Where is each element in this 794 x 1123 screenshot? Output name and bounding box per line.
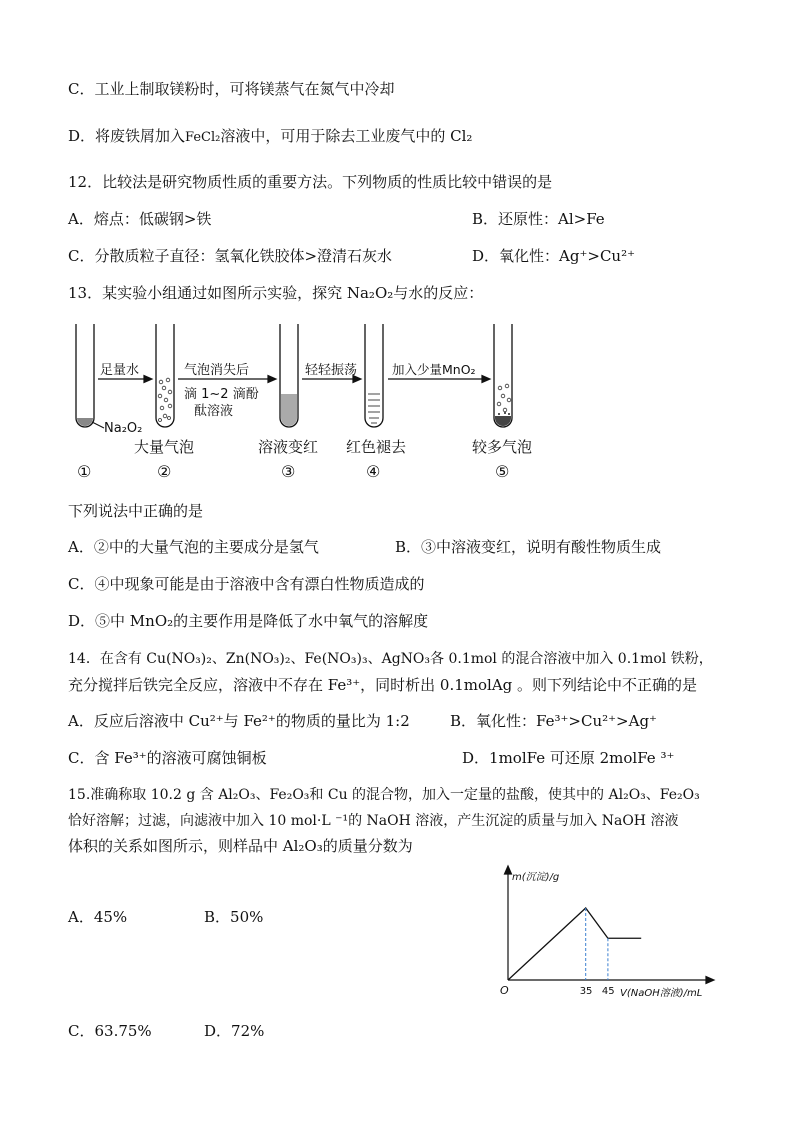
tube-number-4: ④ bbox=[366, 462, 381, 481]
q13-option-d: D．⑤中 MnO₂的主要作用是降低了水中氧气的溶解度 bbox=[68, 612, 429, 630]
q15-option-c: C．63.75% bbox=[68, 1022, 152, 1040]
q13-option-c: C．④中现象可能是由于溶液中含有漂白性物质造成的 bbox=[68, 575, 425, 593]
tube-number-2: ② bbox=[157, 462, 172, 481]
test-tube-4 bbox=[365, 324, 383, 427]
arrow-2-label-1: 气泡消失后 bbox=[184, 363, 250, 378]
q11-option-c: C．工业上制取镁粉时，可将镁蒸气在氮气中冷却 bbox=[68, 80, 395, 98]
q13-stem: 13．某实验小组通过如图所示实验，探究 Na₂O₂与水的反应： bbox=[68, 284, 484, 302]
q11-option-d-part2: 溶液中，可用于除去工业废气中的 Cl₂ bbox=[220, 127, 473, 145]
arrow-4-label: 加入少量MnO₂ bbox=[392, 362, 476, 377]
tube-number-3: ③ bbox=[281, 462, 296, 481]
precipitate-line bbox=[508, 908, 641, 980]
q14-option-b: B．氧化性：Fe³⁺>Cu²⁺>Ag⁺ bbox=[450, 712, 657, 730]
observation-2: 大量气泡 bbox=[134, 438, 195, 456]
arrow-2-label-3: 酞溶液 bbox=[194, 404, 234, 419]
q14-stem-line1: 14．在含有 Cu(NO₃)₂、Zn(NO₃)₂、Fe(NO₃)₃、AgNO₃各 0.1mol 的混合溶液中加入 0.1mol 铁粉， bbox=[68, 651, 713, 667]
q15-stem-line3: 体积的关系如图所示，则样品中 Al₂O₃的质量分数为 bbox=[68, 837, 413, 855]
reagent-label: Na₂O₂ bbox=[104, 421, 143, 436]
q11-option-d-formula: FeCl₂ bbox=[185, 130, 221, 145]
q14-option-d: D．1molFe 可还原 2molFe ³⁺ bbox=[462, 749, 675, 767]
arrow-2-label-2: 滴 1~2 滴酚 bbox=[184, 387, 259, 402]
q12-option-a: A．熔点：低碳钢>铁 bbox=[68, 210, 212, 228]
q15-stem-line1: 15.准确称取 10.2 g 含 Al₂O₃、Fe₂O₃和 Cu 的混合物，加入一定量的盐酸，使其中的 Al₂O₃、Fe₂O₃ bbox=[68, 787, 700, 803]
x-tick-label-45: 45 bbox=[601, 986, 615, 997]
x-tick-label-35: 35 bbox=[579, 986, 593, 997]
arrow-3-label: 轻轻振荡 bbox=[305, 363, 358, 378]
q14-option-c: C．含 Fe³⁺的溶液可腐蚀铜板 bbox=[68, 749, 267, 767]
q11-option-d-part1: D．将废铁屑加入 bbox=[68, 127, 186, 145]
q12-option-d: D．氧化性：Ag⁺>Cu²⁺ bbox=[472, 247, 636, 265]
q13-experiment-figure bbox=[60, 318, 560, 486]
reagent-pointer bbox=[92, 422, 104, 428]
tube-number-5: ⑤ bbox=[495, 462, 510, 481]
q12-option-c: C．分散质粒子直径：氢氧化铁胶体>澄清石灰水 bbox=[68, 247, 393, 265]
test-tube-2 bbox=[156, 324, 174, 427]
x-axis-label: V(NaOH溶液)/mL bbox=[620, 988, 703, 999]
q15-option-d: D．72% bbox=[204, 1022, 265, 1040]
q15-precipitate-chart bbox=[490, 862, 730, 1007]
test-tube-1 bbox=[76, 324, 94, 427]
q15-option-a: A．45% bbox=[68, 908, 128, 926]
observation-5: 较多气泡 bbox=[472, 438, 533, 456]
x-axis-arrow bbox=[706, 977, 714, 984]
q13-option-a: A．②中的大量气泡的主要成分是氢气 bbox=[68, 538, 319, 556]
origin-label: O bbox=[500, 984, 509, 997]
q13-lead: 下列说法中正确的是 bbox=[68, 502, 204, 520]
arrow-1-label: 足量水 bbox=[100, 363, 140, 378]
q11-option-d bbox=[68, 127, 472, 147]
q12-stem: 12．比较法是研究物质性质的重要方法。下列物质的性质比较中错误的是 bbox=[68, 173, 553, 191]
q13-option-b: B．③中溶液变红，说明有酸性物质生成 bbox=[395, 538, 662, 556]
tube-number-1: ① bbox=[77, 462, 92, 481]
q14-option-a: A．反应后溶液中 Cu²⁺与 Fe²⁺的物质的量比为 1:2 bbox=[68, 712, 410, 730]
y-axis-label: m(沉淀)/g bbox=[512, 872, 560, 883]
test-tube-5 bbox=[494, 324, 512, 427]
q14-stem-line2: 充分搅拌后铁完全反应，溶液中不存在 Fe³⁺，同时析出 0.1molAg 。则下列结论中不正确的是 bbox=[68, 676, 698, 694]
q12-option-b: B．还原性：Al>Fe bbox=[472, 210, 605, 228]
test-tube-3 bbox=[280, 324, 298, 427]
q15-option-b: B．50% bbox=[204, 908, 264, 926]
observation-4: 红色褪去 bbox=[346, 438, 407, 456]
y-axis-arrow bbox=[505, 866, 512, 874]
q15-stem-line2: 恰好溶解；过滤，向滤液中加入 10 mol·L ⁻¹的 NaOH 溶液，产生沉淀的质量与加入 NaOH 溶液 bbox=[68, 813, 679, 829]
observation-3: 溶液变红 bbox=[258, 438, 319, 456]
